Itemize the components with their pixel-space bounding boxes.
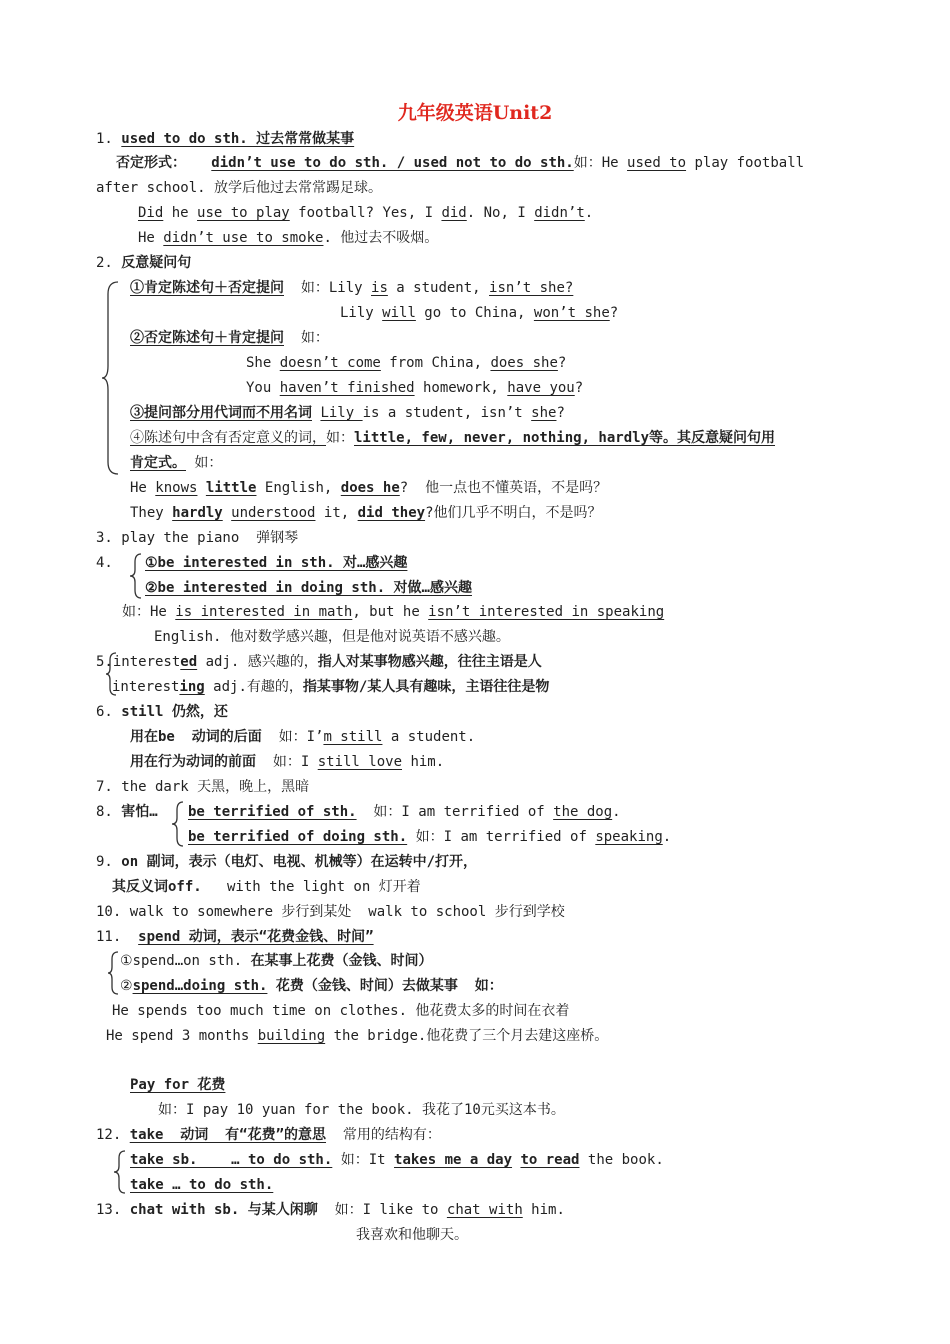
text-line [130,429,775,449]
text-run: from China, [380,355,491,371]
text-line [130,728,475,748]
text-run: 5. [96,654,113,670]
text-run: does she [490,355,558,371]
text-run: . [584,205,594,221]
text-run: 13. [96,1202,130,1218]
text-line [112,878,421,898]
text-run: knows [155,480,198,496]
text-run: won’t she [533,305,610,321]
text-run: 用在行为动词的前面 [130,754,256,770]
text-run: adj.有趣的， [204,679,303,695]
text-run: still 仍然，还 [121,704,228,720]
text-line [154,628,510,648]
text-run: he [163,205,198,221]
text-line [96,179,382,199]
text-run: Lily [320,405,363,421]
text-run: 我喜欢和他聊天。 [356,1227,468,1243]
text-line [96,778,309,798]
text-run: You [246,380,280,396]
text-run: 如：It [332,1152,395,1168]
text-run: didn’t use to do sth. / used not to do sth. [211,155,574,171]
text-line [112,1002,569,1022]
text-run: 如：I’ [261,729,324,745]
text-run: little [205,480,257,496]
text-run: isn’t she? [489,280,574,296]
text-line [130,279,573,299]
text-run: will [382,305,416,321]
text-run: 8. [96,804,122,820]
text-run: ③提问部分用代词而不用名词 [130,405,312,421]
text-line [158,1101,565,1121]
text-line [138,229,438,249]
text-run: 如： [186,455,223,471]
text-run: He spends too much time on clothes. 他花费太多的时间在衣着 [112,1003,570,1019]
text-run: m still [323,729,383,745]
text-run: take sb. … to do sth. [130,1152,333,1168]
text-run: Lily [340,305,383,321]
brace-section-2 [100,280,122,476]
text-run: ①肯定陈述句＋否定提问 [130,280,284,296]
text-run [223,505,231,521]
text-run: . [662,829,672,845]
text-run: have you [507,380,575,396]
text-line [145,554,407,574]
text-run: play football [686,155,805,171]
text-run: him. [402,754,445,770]
text-line [96,254,191,274]
text-line [188,803,621,823]
text-run: . 他过去不吸烟。 [323,230,439,246]
brace-section-8 [170,800,186,848]
text-line [96,803,158,823]
text-run: interest [112,654,181,670]
text-run: 如：He [573,155,628,171]
text-run: to read [520,1152,580,1168]
text-run: she [531,405,557,421]
text-run: be terrified of doing sth. [188,829,408,845]
text-run: He spend 3 months [106,1028,258,1044]
text-run: take 动词 有“花费”的意思 [129,1127,327,1143]
text-run: 害怕… [121,804,158,820]
text-run: used to do sth. 过去常常做某事 [121,131,355,147]
text-line [96,130,354,150]
text-run: 1. [96,131,122,147]
text-run: isn’t interested in speaking [428,604,665,620]
text-line [356,1226,468,1246]
text-line [120,977,503,997]
text-run: go to China, [415,305,534,321]
text-run: Pay for 花费 [130,1077,226,1093]
text-run: a student. [382,729,476,745]
text-line [106,1027,608,1047]
text-run: 如：I pay 10 yuan for the book. 我花了10元买这本书。 [158,1102,565,1118]
text-run: with the light on 灯开着 [201,879,421,895]
text-run: 2. [96,255,122,271]
text-run: is a student, isn’t [362,405,532,421]
text-run: He [130,480,156,496]
text-run: 如：I like to [317,1202,447,1218]
text-line [188,828,671,848]
text-run: ② [120,978,133,994]
brace-section-11 [106,950,120,996]
text-run: 9. [96,854,122,870]
text-run: take … to do sth. [130,1177,274,1193]
text-run: 否定形式： [116,155,186,171]
text-run: him. [522,1202,565,1218]
text-run: did [441,205,467,221]
text-run: 10. walk to somewhere 步行到某处 walk to school 步行到学校 [96,904,565,920]
text-run: does he [340,480,400,496]
text-run: 如：He [122,604,176,620]
text-run: after school. 放学后他过去常常踢足球。 [96,180,383,196]
text-run: 其反义词off. [112,879,202,895]
text-run: 11. [96,929,139,945]
text-run: ? 他一点也不懂英语，不是吗？ [399,480,608,496]
text-run: homework, [414,380,508,396]
text-line [96,853,477,873]
text-run: 4. [96,555,113,571]
text-run: the bridge.他花费了三个月去建这座桥。 [325,1028,609,1044]
text-line [96,529,298,549]
text-run: chat with [446,1202,523,1218]
text-run: didn’t [534,205,585,221]
text-line [130,504,602,524]
text-line [340,304,618,324]
text-run [186,155,211,171]
text-run: . [612,804,621,820]
brace-section-5 [104,651,118,697]
text-run: doesn’t come [279,355,381,371]
text-run: ①spend…on sth. [120,953,251,969]
text-run: She [246,355,280,371]
text-run: 如： [284,330,329,346]
text-run: takes me a day [394,1152,513,1168]
text-run: is [371,280,388,296]
text-run: He [138,230,164,246]
text-run: 7. the dark 天黑，晚上，黑暗 [96,779,310,795]
text-run: the book. [579,1152,664,1168]
text-run: is interested in math [175,604,353,620]
text-run: ? [574,380,584,396]
text-run: understood [231,505,316,521]
text-line [96,1126,441,1146]
page-title: 九年级英语Unit2 [397,102,553,124]
text-run: ? [609,305,619,321]
text-run: ? [556,405,565,421]
text-run: chat with sb. 与某人闲聊 [129,1202,318,1218]
text-run: They [130,505,173,521]
text-run: used to [627,155,687,171]
text-run: ?他们几乎不明白，不是吗？ [425,505,602,521]
text-line [120,952,433,972]
brace-section-12 [112,1149,128,1195]
text-run: haven’t finished [279,380,415,396]
text-run: adj. 感兴趣的， [197,654,318,670]
text-run [197,480,205,496]
text-run: spend 动词，表示“花费金钱、时间” [138,929,374,945]
text-run: football? Yes, I [289,205,442,221]
brace-section-4 [128,552,144,600]
text-run: English. 他对数学感兴趣，但是他对说英语不感兴趣。 [154,629,510,645]
text-run: ②否定陈述句＋肯定提问 [130,330,284,346]
text-run: 如：I am terrified of [356,804,554,820]
text-run: it, [315,505,358,521]
text-run: 反意疑问句 [121,255,192,271]
text-run: 如：I [256,754,318,770]
text-line [96,903,565,923]
text-run: , but he [352,604,429,620]
text-line [130,454,222,474]
text-run: use to play [197,205,290,221]
text-line [246,354,566,374]
text-run: 6. [96,704,122,720]
text-run: 如： [326,430,354,446]
text-run: 12. [96,1127,130,1143]
text-run: Did [138,205,164,221]
text-run: hardly [172,505,223,521]
text-line [246,379,583,399]
text-run: 如：I am terrified of [407,829,596,845]
text-line [130,753,444,773]
text-run: building [257,1028,326,1044]
text-run: ed [180,654,198,670]
text-run: ing [179,679,205,695]
text-run: a student, [387,280,490,296]
text-run: on 副词，表示（电灯、电视、机械等）在运转中/打开， [121,854,478,870]
text-run: 指人对某事物感兴趣，往往主语是人 [317,654,542,670]
text-line [130,1176,273,1196]
text-run: 指某事物/某人具有趣味，主语往往是物 [302,679,550,695]
text-line [130,404,565,424]
text-run: still love [317,754,403,770]
text-line [112,678,549,698]
text-run: 肯定式。 [130,455,186,471]
text-line [138,204,593,224]
text-line [122,603,664,623]
text-run: ②be interested in doing sth. 对做…感兴趣 [145,580,472,596]
text-line [96,653,542,673]
text-line [130,479,607,499]
text-line [130,1151,664,1171]
text-run: ①be interested in sth. 对…感兴趣 [145,555,408,571]
text-run: 用在be 动词的后面 [130,729,262,745]
text-run: little, few, never, nothing, hardly等。其反意疑问句用 [354,430,776,446]
text-run: speaking [595,829,663,845]
text-run: ? [557,355,567,371]
text-line [96,1201,565,1221]
text-run: didn’t use to smoke [163,230,324,246]
text-run: 常用的结构有： [326,1127,441,1143]
text-run: interest [112,679,180,695]
text-line [145,579,472,599]
text-run: be terrified of sth. [188,804,357,820]
text-line [130,329,329,349]
text-run: 在某事上花费（金钱、时间） [250,953,433,969]
text-run: . No, I [466,205,535,221]
text-run: English, [256,480,341,496]
text-line [130,1076,225,1096]
text-run: 花费（金钱、时间）去做某事 如： [267,978,503,994]
text-run: the dog [553,804,613,820]
text-run: 如：Lily [284,280,372,296]
text-run: spend…doing sth. [132,978,268,994]
text-line [116,154,804,174]
text-line [96,703,228,723]
text-line [96,554,113,574]
text-run: 3. play the piano 弹钢琴 [96,530,299,546]
text-run: ④陈述句中含有否定意义的词， [130,430,326,446]
text-run: did they [357,505,426,521]
text-line [96,928,374,948]
